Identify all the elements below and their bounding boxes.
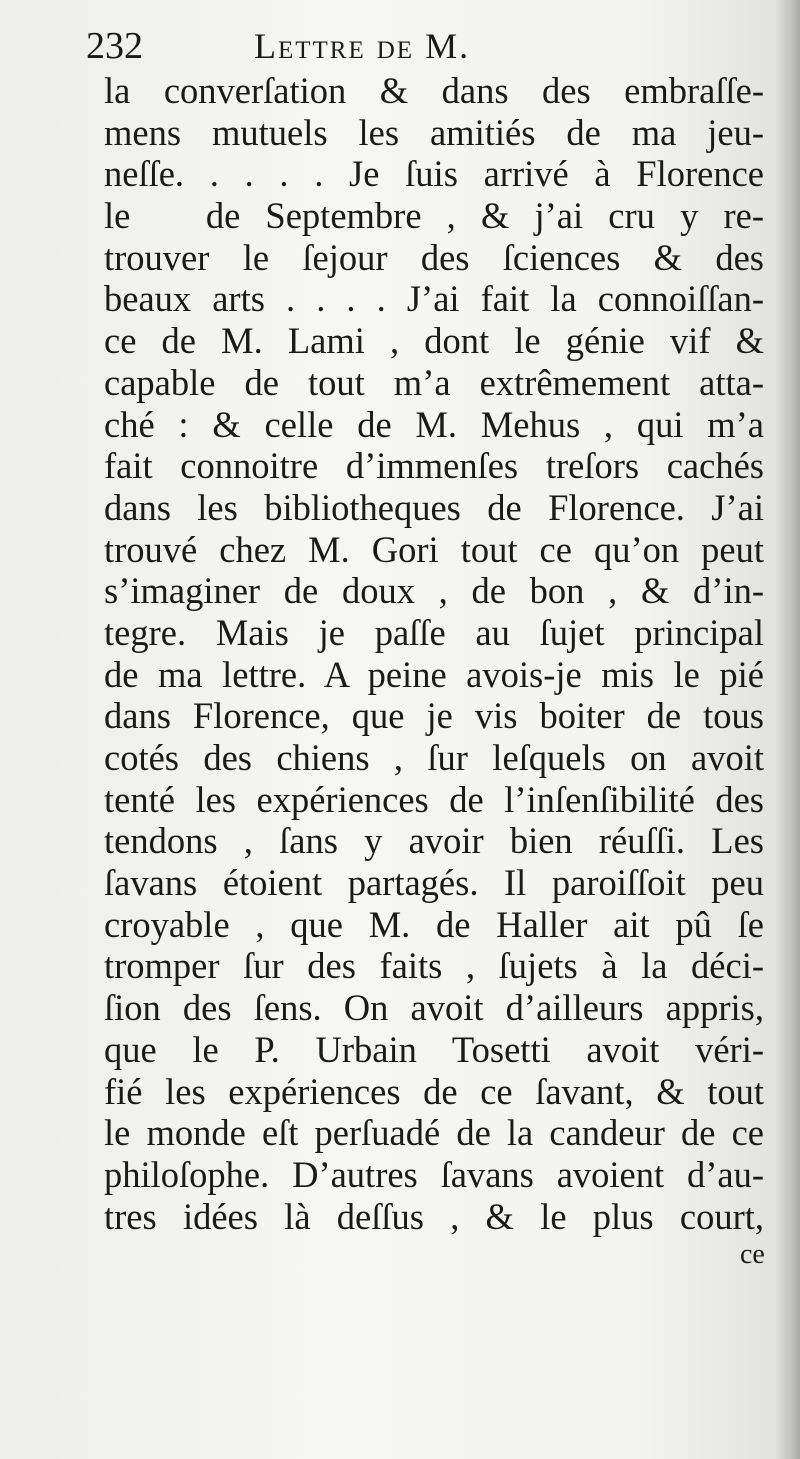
text-line: ſion des ſens. On avoit d’ailleurs appris, bbox=[104, 987, 764, 1029]
text-line: ché : & celle de M. Mehus , qui m’a bbox=[104, 403, 764, 445]
text-line: le de Septembre , & j’ai cru y re- bbox=[104, 195, 764, 237]
catchword: ce bbox=[740, 1239, 765, 1270]
text-line: cotés des chiens , ſur leſquels on avoit bbox=[104, 737, 764, 778]
text-line: dans Florence, que je vis boiter de tous bbox=[104, 695, 764, 737]
text-line: que le P. Urbain Tosetti avoit véri- bbox=[104, 1028, 764, 1070]
text-line: ce de M. Lami , dont le génie vif & bbox=[104, 320, 764, 362]
text-line: de ma lettre. A peine avois-je mis le pié bbox=[104, 653, 764, 695]
text-line: ſavans étoient partagés. Il paroiſſoit peu bbox=[104, 862, 764, 904]
text-line: la converſation & dans des embraſſe- bbox=[104, 70, 764, 111]
text-line: trouvé chez M. Gori tout ce qu’on peut bbox=[104, 528, 764, 570]
text-line: dans les bibliotheques de Florence. J’ai bbox=[104, 486, 764, 528]
text-line: fait connoitre d’immenſes treſors cachés bbox=[104, 445, 764, 487]
page-number: 232 bbox=[86, 25, 143, 67]
text-line: tendons , ſans y avoir bien réuſſi. Les bbox=[104, 820, 764, 862]
text-line: croyable , que M. de Haller ait pû ſe bbox=[104, 903, 764, 945]
text-line: trouver le ſejour des ſciences & des bbox=[104, 236, 764, 278]
text-line: tres idées là deſſus , & le plus court, bbox=[104, 1195, 764, 1237]
text-line: le monde eſt perſuadé de la candeur de ce bbox=[104, 1112, 764, 1154]
text-line: tegre. Mais je paſſe au ſujet principal bbox=[104, 611, 764, 653]
text-line: capable de tout m’a extrêmement atta- bbox=[104, 361, 764, 403]
text-line: s’imaginer de doux , de bon , & d’in- bbox=[104, 570, 764, 612]
page-gutter-shadow bbox=[774, 0, 800, 1459]
page-header bbox=[86, 22, 766, 70]
text-line: fié les expériences de ce ſavant, & tout bbox=[104, 1070, 764, 1112]
text-line: tenté les expériences de l’inſenſibilité des bbox=[104, 778, 764, 820]
text-line: tromper ſur des faits , ſujets à la déci- bbox=[104, 945, 764, 987]
body-text bbox=[104, 70, 764, 1237]
text-line: beaux arts . . . . J’ai fait la connoiſſan- bbox=[104, 278, 764, 320]
text-line: neſſe. . . . . Je ſuis arrivé à Florence bbox=[104, 153, 764, 195]
running-head: Lettre de M. bbox=[254, 26, 471, 66]
text-line: mens mutuels les amitiés de ma jeu- bbox=[104, 111, 764, 153]
text-line: philoſophe. D’autres ſavans avoient d’au- bbox=[104, 1153, 764, 1195]
